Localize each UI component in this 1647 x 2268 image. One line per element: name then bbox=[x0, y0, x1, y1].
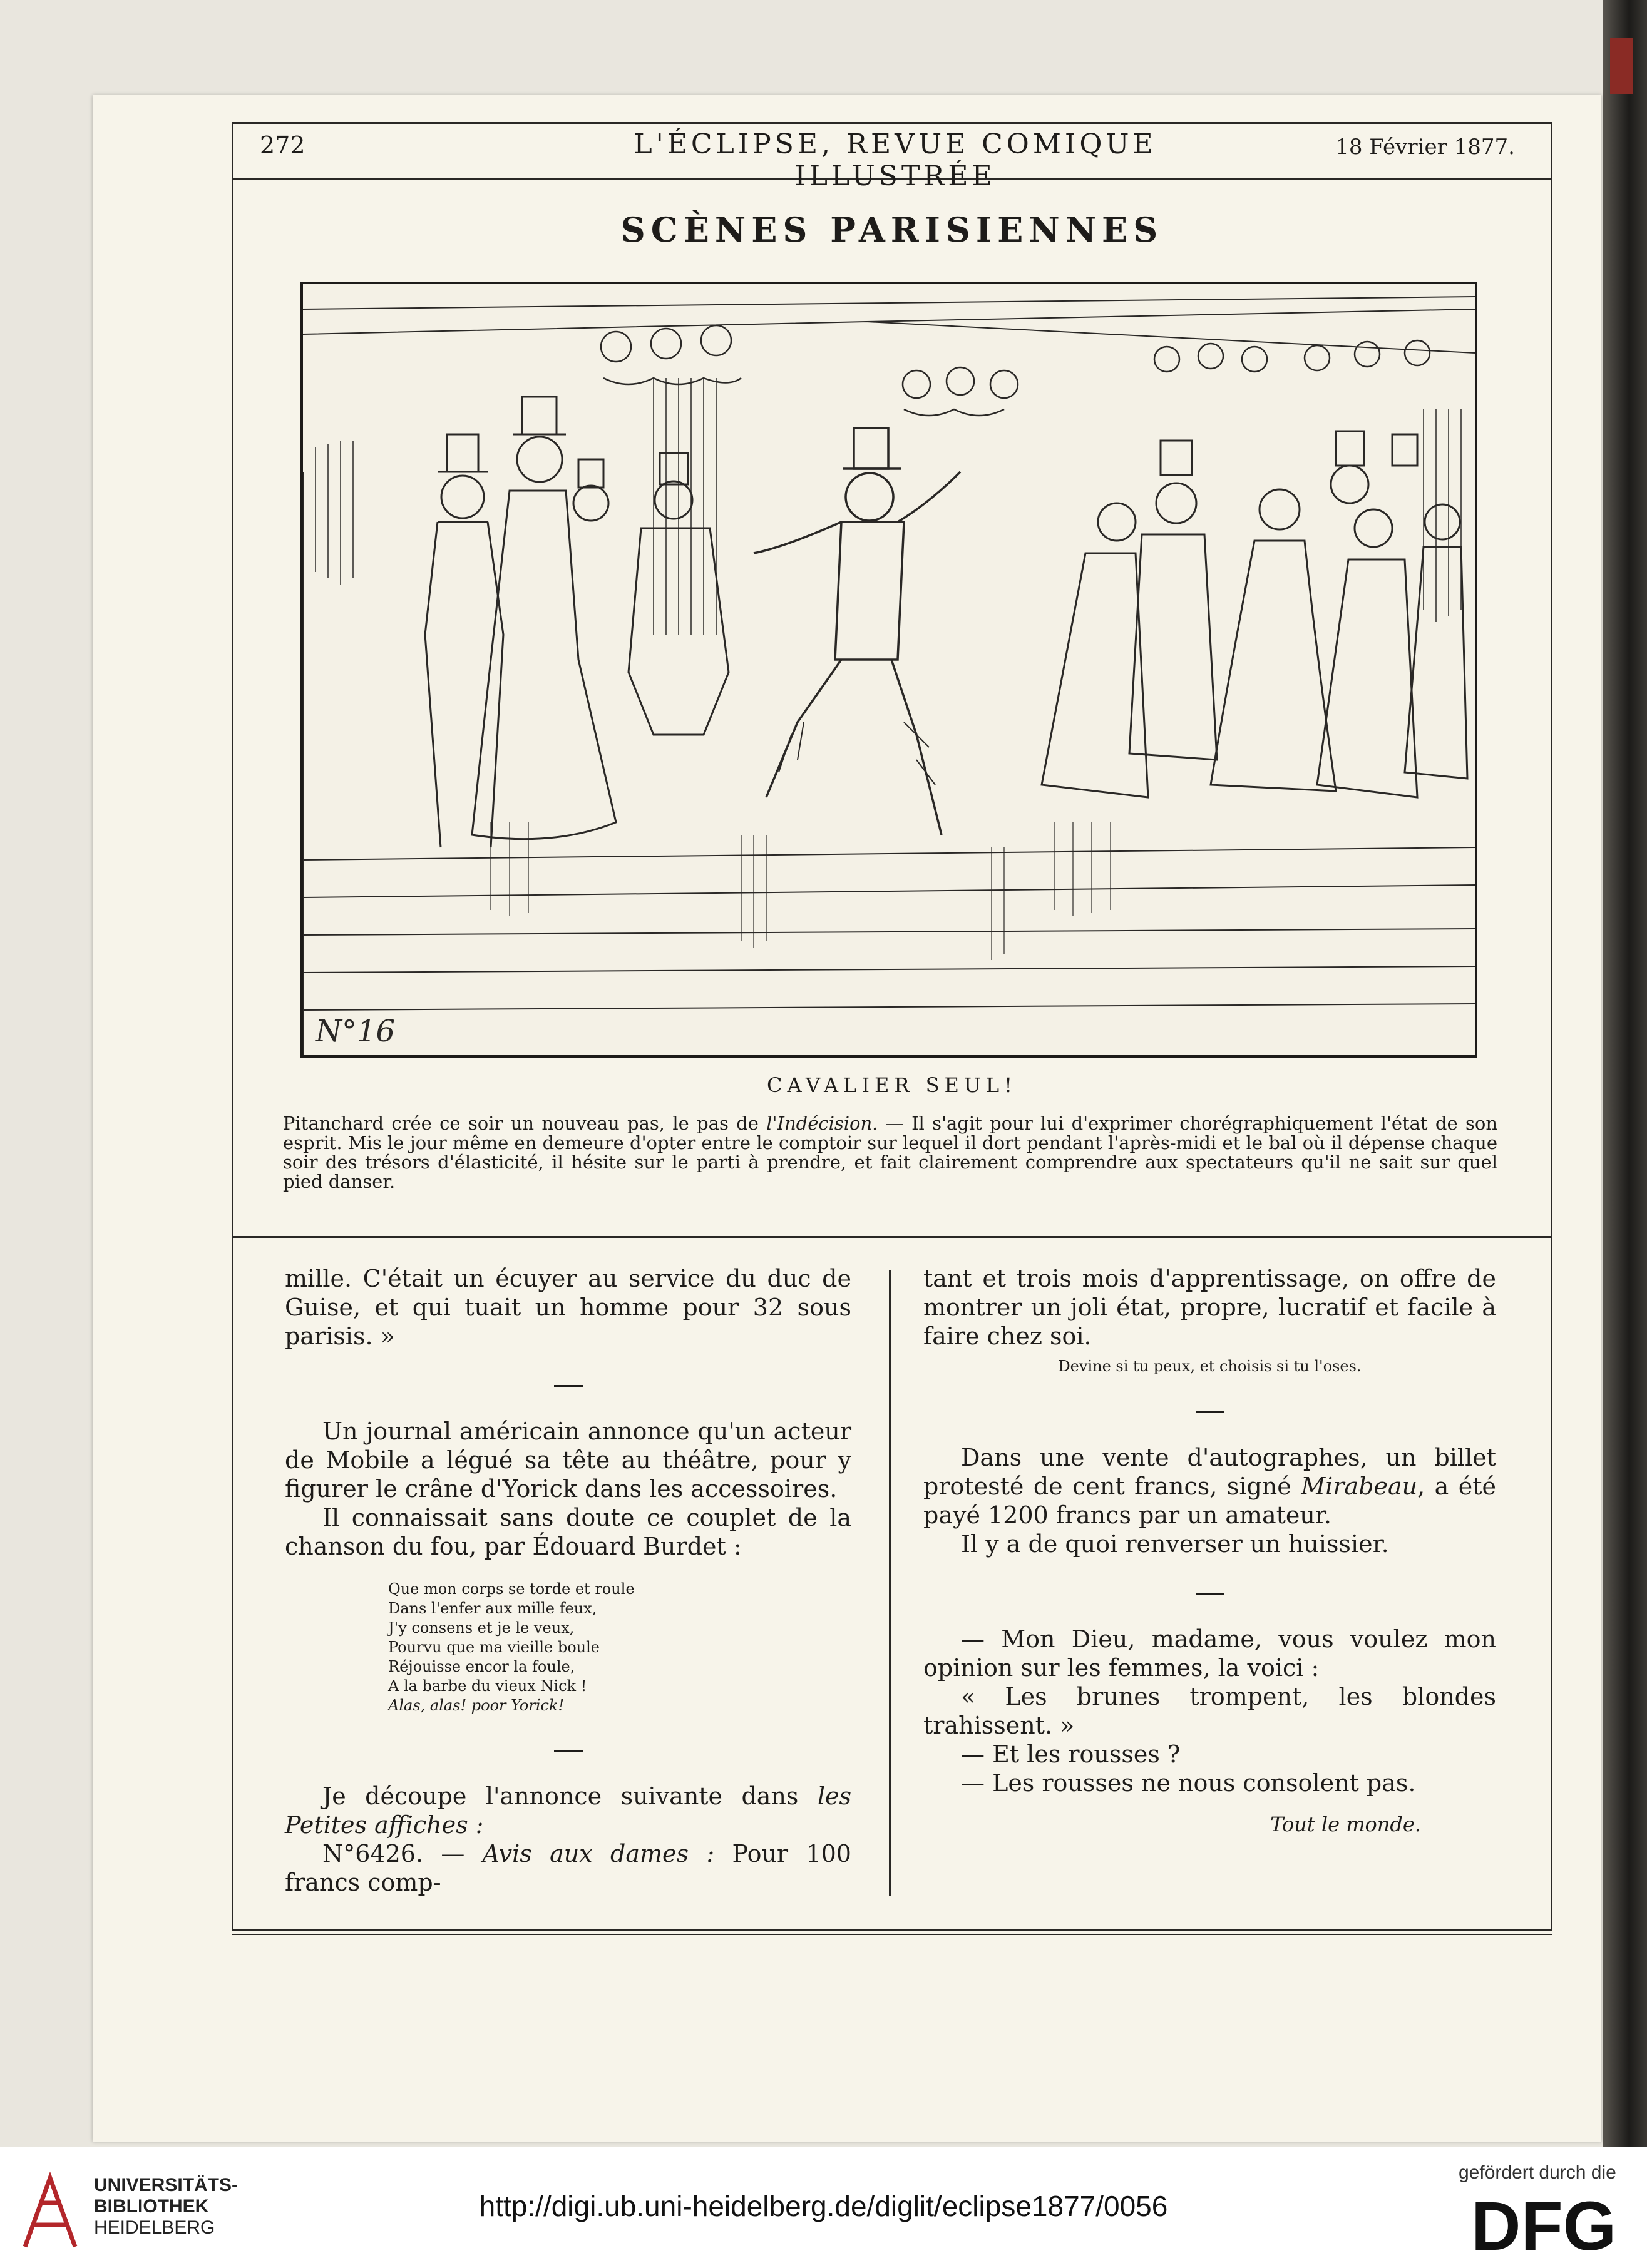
svg-text:DFG: DFG bbox=[1471, 2190, 1617, 2259]
right-column bbox=[923, 1264, 1496, 1839]
footer-rule bbox=[232, 1934, 1552, 1935]
poem-line: Alas, alas! poor Yorick! bbox=[388, 1697, 565, 1714]
dialogue-line-3: — Et les rousses ? bbox=[961, 1740, 1181, 1768]
poem-line: Réjouisse encor la foule, bbox=[388, 1658, 575, 1675]
artist-signature: N°16 bbox=[316, 1014, 396, 1049]
permalink-url[interactable]: http://digi.ub.uni-heidelberg.de/diglit/eclipse1877/0056 bbox=[479, 2190, 1168, 2222]
bookmark-tab bbox=[1610, 38, 1633, 94]
left-paragraph-3: Il connaissait sans doute ce couplet de la chanson du fou, par Édouard Burdet : bbox=[285, 1504, 851, 1560]
left-paragraph-4: Je découpe l'annonce suivante dans les Petites affiches : bbox=[285, 1782, 851, 1839]
right-paragraph-3: Il y a de quoi renverser un huissier. bbox=[961, 1530, 1389, 1558]
poem-line: A la barbe du vieux Nick ! bbox=[388, 1677, 587, 1695]
library-name: UNIVERSITÄTS- BIBLIOTHEK HEIDELBERG bbox=[94, 2175, 239, 2238]
poem-line: Dans l'enfer aux mille feux, bbox=[388, 1600, 597, 1617]
column-divider bbox=[889, 1270, 891, 1896]
section-separator bbox=[923, 1396, 1496, 1424]
poem-line: Pourvu que ma vieille boule bbox=[388, 1638, 600, 1656]
digitization-footer bbox=[0, 2147, 1647, 2268]
caption-text: Pitanchard crée ce soir un nouveau pas, le pas de l'Indécision. — Il s'agit pour lui d'exprimer chorégraphiquement l'état de son esprit. Mis le jour même en demeure d'opter entre le comptoir sur lequel il dort pendant l'après-midi et le bal où il dépense chaque soir des trésors d'élasticité, il hésite sur le parti à prendre, et fait clairement comprendre aux spectateurs qu'il ne sait sur quel pied danser. bbox=[283, 1113, 1497, 1192]
page-number: 272 bbox=[260, 131, 305, 159]
funding-note: gefördert durch die bbox=[1459, 2162, 1616, 2183]
dialogue-line-1: — Mon Dieu, madame, vous voulez mon opinion sur les femmes, la voici : bbox=[923, 1625, 1496, 1682]
section-separator bbox=[285, 1369, 851, 1398]
poem-line: J'y consens et je le veux, bbox=[388, 1619, 575, 1637]
journal-title: L'ÉCLIPSE, REVUE COMIQUE ILLUSTRÉE bbox=[634, 128, 1157, 192]
issue-date: 18 Février 1877. bbox=[1335, 135, 1515, 160]
dialogue-line-2: « Les brunes trompent, les blondes trahissent. » bbox=[923, 1683, 1496, 1739]
caption-title: CAVALIER SEUL! bbox=[767, 1073, 1017, 1097]
left-paragraph-2: Un journal américain annonce qu'un acteur de Mobile a légué sa tête au théâtre, pour y figurer le crâne d'Yorick dans les accessoires. bbox=[285, 1418, 851, 1503]
right-paragraph-2: Dans une vente d'autographes, un billet protesté de cent francs, signé Mirabeau, a été payé 1200 francs par un amateur. bbox=[923, 1444, 1497, 1529]
right-paragraph-1: tant et trois mois d'apprentissage, on offre de montrer un joli état, propre, lucratif et facile à faire chez soi. bbox=[923, 1265, 1496, 1350]
article-signature: Tout le monde. bbox=[1270, 1812, 1421, 1836]
left-paragraph-1: mille. C'était un écuyer au service du duc de Guise, et qui tuait un homme pour 32 sous parisis. » bbox=[285, 1265, 851, 1350]
engraving-illustration bbox=[300, 282, 1477, 1058]
motto: Devine si tu peux, et choisis si tu l'oses. bbox=[1058, 1357, 1362, 1375]
ballroom-scene-drawing bbox=[303, 284, 1475, 1055]
section-rule bbox=[232, 1236, 1552, 1238]
left-column bbox=[285, 1264, 851, 1897]
dialogue-line-4: — Les rousses ne nous consolent pas. bbox=[961, 1769, 1416, 1797]
left-paragraph-5: N°6426. — Avis aux dames : Pour 100 francs comp- bbox=[285, 1840, 851, 1896]
section-title: SCÈNES PARISIENNES bbox=[620, 210, 1164, 250]
poem-line: Que mon corps se torde et roule bbox=[388, 1580, 635, 1598]
section-separator bbox=[923, 1577, 1496, 1606]
poem-block bbox=[388, 1580, 851, 1715]
dfg-logo-icon bbox=[1471, 2190, 1634, 2259]
book-spine-edge bbox=[1603, 0, 1647, 2147]
section-separator bbox=[285, 1734, 851, 1763]
